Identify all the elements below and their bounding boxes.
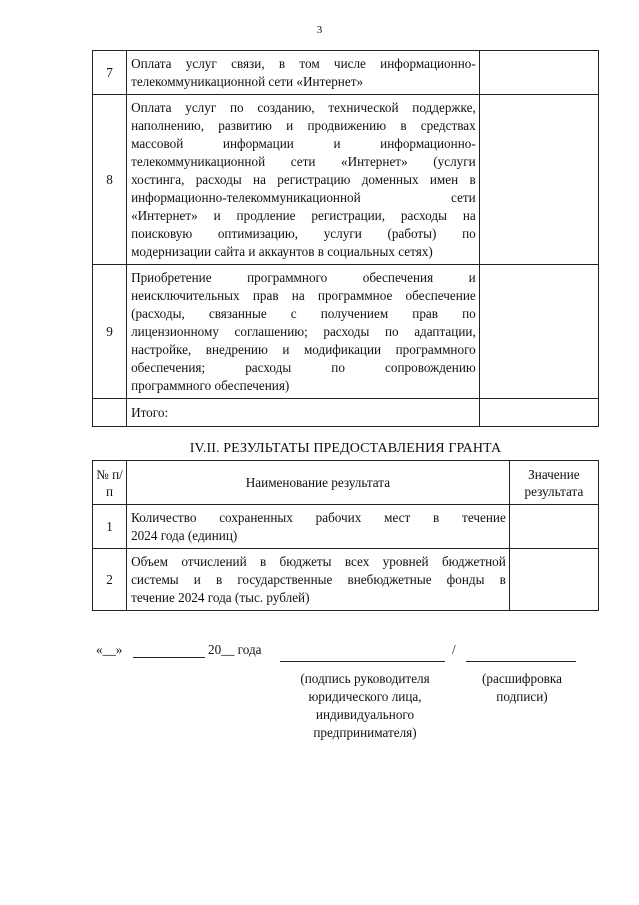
text-line: «Интернет» и продление регистрации, расходы на bbox=[131, 207, 476, 223]
page-number: 3 bbox=[316, 24, 323, 36]
cost-row-number: 9 bbox=[93, 265, 127, 399]
results-row bbox=[93, 505, 599, 549]
text-line: телекоммуникационной сети «Интернет» (услуги bbox=[131, 153, 476, 169]
header-name: Наименование результата bbox=[127, 461, 510, 505]
results-row bbox=[93, 549, 599, 611]
cost-row-text bbox=[127, 399, 480, 427]
text-line: Приобретение программного обеспечения и bbox=[131, 269, 476, 285]
cost-row-number: 7 bbox=[93, 51, 127, 95]
cost-row bbox=[93, 95, 599, 265]
cost-row-number: 8 bbox=[93, 95, 127, 265]
cost-row bbox=[93, 399, 599, 427]
cost-row-value bbox=[479, 399, 598, 427]
text-line: лицензионному соглашению; расходы по адаптации, bbox=[131, 323, 476, 339]
cost-row-number bbox=[93, 399, 127, 427]
decode-caption: (расшифровка подписи) bbox=[482, 671, 562, 704]
section-title: IV.II. РЕЗУЛЬТАТЫ ПРЕДОСТАВЛЕНИЯ ГРАНТА bbox=[189, 441, 502, 456]
decode-line bbox=[466, 661, 576, 662]
text-line: хостинга, расходы на регистрацию доменных имен в bbox=[131, 171, 476, 187]
year-label: 20__ года bbox=[208, 642, 262, 657]
signature-caption: (подпись руководителя юридического лица, индивидуального предпринимателя) bbox=[300, 671, 430, 740]
header-value: Значение результата bbox=[509, 461, 598, 505]
cost-row-text bbox=[127, 51, 480, 95]
date-month-line bbox=[133, 657, 205, 658]
slash: / bbox=[452, 642, 456, 657]
cost-row-text bbox=[127, 265, 480, 399]
text-line: Итого: bbox=[131, 404, 169, 420]
cost-row bbox=[93, 265, 599, 399]
results-row-value bbox=[509, 505, 598, 549]
text-line: массовой информации и информационно- bbox=[131, 135, 476, 151]
date-open: «__» bbox=[96, 642, 123, 657]
text-line: неисключительных прав на программное обеспечение bbox=[131, 287, 476, 303]
results-row-number: 1 bbox=[93, 505, 127, 549]
text-line: обеспечения; расходы по сопровождению bbox=[131, 359, 476, 375]
text-line: программного обеспечения) bbox=[131, 377, 290, 393]
text-line: настройке, внедрению и модификации программного bbox=[131, 341, 476, 357]
results-row-value bbox=[509, 549, 598, 611]
cost-row-value bbox=[479, 51, 598, 95]
cost-row-value bbox=[479, 265, 598, 399]
text-line: Оплата услуг по созданию, технической поддержке, bbox=[131, 99, 476, 115]
text-line: системы и в государственные внебюджетные фонды в bbox=[131, 571, 506, 587]
text-line: Объем отчислений в бюджеты всех уровней бюджетной bbox=[131, 553, 506, 569]
text-line: информационно-телекоммуникационной сети bbox=[131, 189, 476, 205]
cost-row-text bbox=[127, 95, 480, 265]
signature-line bbox=[280, 661, 445, 662]
results-row-text bbox=[127, 505, 510, 549]
text-line: (расходы, связанные с получением прав по bbox=[131, 305, 476, 321]
text-line: телекоммуникационной сети «Интернет» bbox=[131, 73, 364, 89]
results-table bbox=[92, 460, 599, 611]
text-line: Количество сохраненных рабочих мест в течение bbox=[131, 509, 506, 525]
text-line: 2024 года (единиц) bbox=[131, 527, 238, 543]
text-line: течение 2024 года (тыс. рублей) bbox=[131, 589, 310, 605]
text-line: наполнению, развитию и продвижению в средствах bbox=[131, 117, 476, 133]
text-line: модернизации сайта и аккаунтов в социальных сетях) bbox=[131, 243, 433, 259]
header-num: № п/п bbox=[93, 461, 127, 505]
results-row-text bbox=[127, 549, 510, 611]
text-line: Оплата услуг связи, в том числе информационно- bbox=[131, 55, 476, 71]
cost-table bbox=[92, 50, 599, 427]
cost-row-value bbox=[479, 95, 598, 265]
results-row-number: 2 bbox=[93, 549, 127, 611]
text-line: поисковую оптимизацию, услуги (работы) по bbox=[131, 225, 476, 241]
cost-row bbox=[93, 51, 599, 95]
